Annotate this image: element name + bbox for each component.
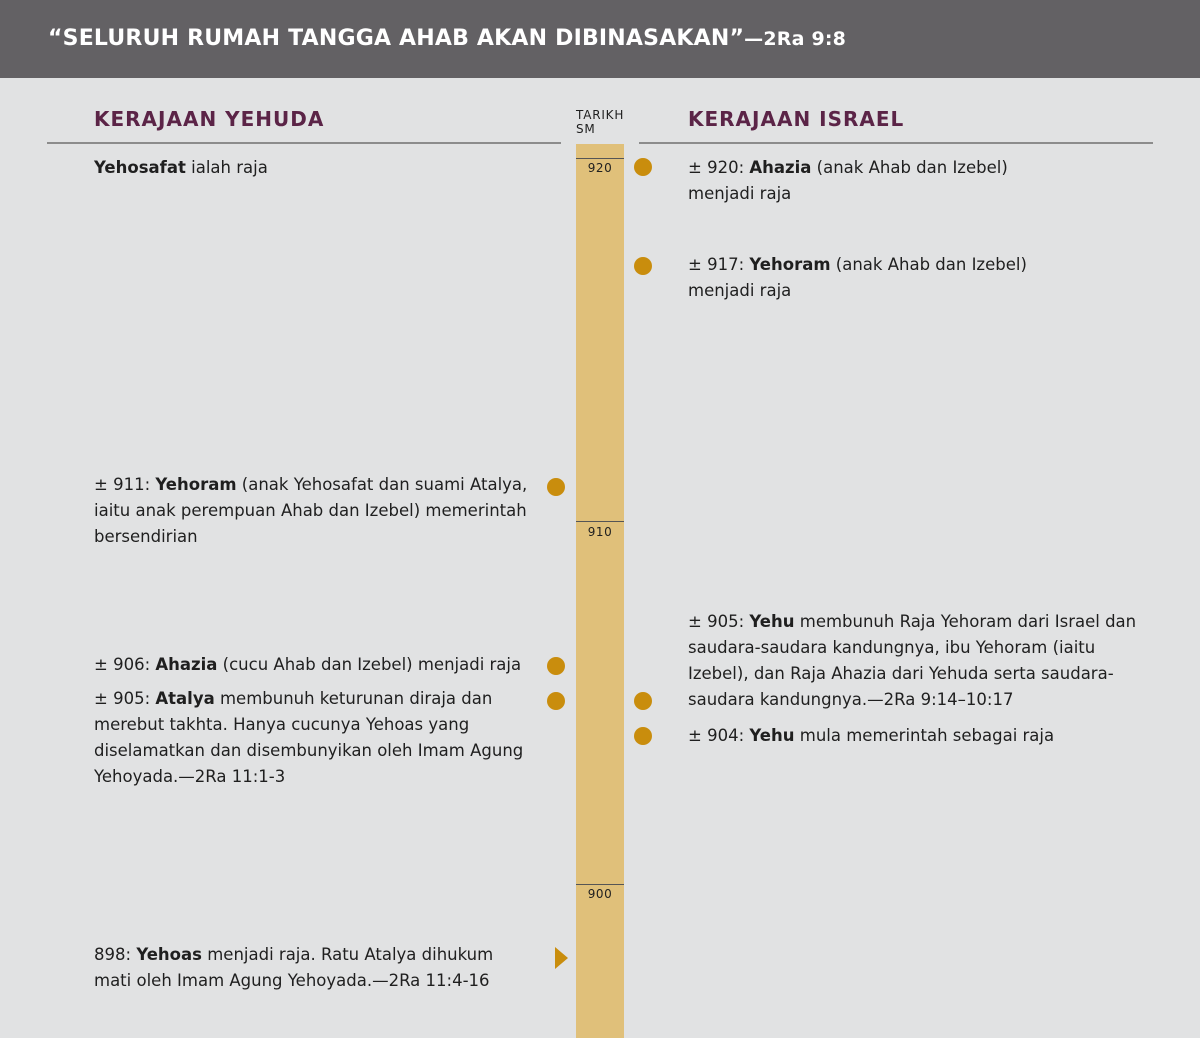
axis-label-line1: TARIKH [576, 108, 625, 122]
israel-event: ± 920: Ahazia (anak Ahab dan Izebel) menjadi raja [688, 158, 1008, 203]
israel-event: ± 904: Yehu mula memerintah sebagai raja [688, 726, 1055, 745]
yehuda-event-dot [547, 657, 565, 675]
israel-event: ± 917: Yehoram (anak Ahab dan Izebel) menjadi raja [688, 255, 1027, 300]
tick-920 [576, 158, 624, 159]
title-reference: —2Ra 9:8 [744, 28, 847, 50]
yehuda-event: ± 911: Yehoram (anak Yehosafat dan suami Atalya, iaitu anak perempuan Ahab dan Izebel) memerintah bersendirian [94, 475, 528, 546]
tick-label-900: 900 [587, 887, 613, 901]
israel-rule [639, 142, 1153, 144]
timeline-bar [576, 144, 624, 1038]
tick-900 [576, 884, 624, 885]
yehuda-event: ± 905: Atalya membunuh keturunan diraja dan merebut takhta. Hanya cucunya Yehoas yang diselamatkan dan disembunyikan oleh Imam Agung Yehoyada.—2Ra 11:1-3 [94, 689, 524, 786]
israel-heading: KERAJAAN ISRAEL [688, 107, 905, 131]
yehuda-rule [47, 142, 561, 144]
yehuda-event: Yehosafat ialah raja [94, 158, 268, 177]
yehuda-event: ± 906: Ahazia (cucu Ahab dan Izebel) menjadi raja [94, 655, 522, 674]
yehuda-event: 898: Yehoas menjadi raja. Ratu Atalya dihukum mati oleh Imam Agung Yehoyada.—2Ra 11:4-16 [94, 945, 494, 990]
israel-event-dot [634, 257, 652, 275]
israel-event-dot [634, 727, 652, 745]
tick-label-920: 920 [587, 161, 613, 175]
axis-label-line2: SM [576, 122, 596, 136]
tick-label-910: 910 [587, 525, 613, 539]
title-text: “SELURUH RUMAH TANGGA AHAB AKAN DIBINASAKAN” [48, 26, 745, 51]
yehuda-heading: KERAJAAN YEHUDA [94, 107, 325, 131]
israel-event-dot [634, 692, 652, 710]
yehuda-event-dot [547, 478, 565, 496]
tick-910 [576, 521, 624, 522]
header-bar [0, 0, 1200, 78]
yehuda-event-dot [547, 692, 565, 710]
axis-label [576, 108, 636, 136]
israel-event: ± 905: Yehu membunuh Raja Yehoram dari Israel dan saudara-saudara kandungnya, ibu Yehoram (iaitu Izebel), dan Raja Ahazia dari Yehuda serta saudara-saudara kandungnya.—2Ra 9:14–10:17 [688, 612, 1137, 709]
israel-event-dot [634, 158, 652, 176]
page-title [48, 26, 846, 51]
yehuda-event-arrow [555, 947, 568, 969]
